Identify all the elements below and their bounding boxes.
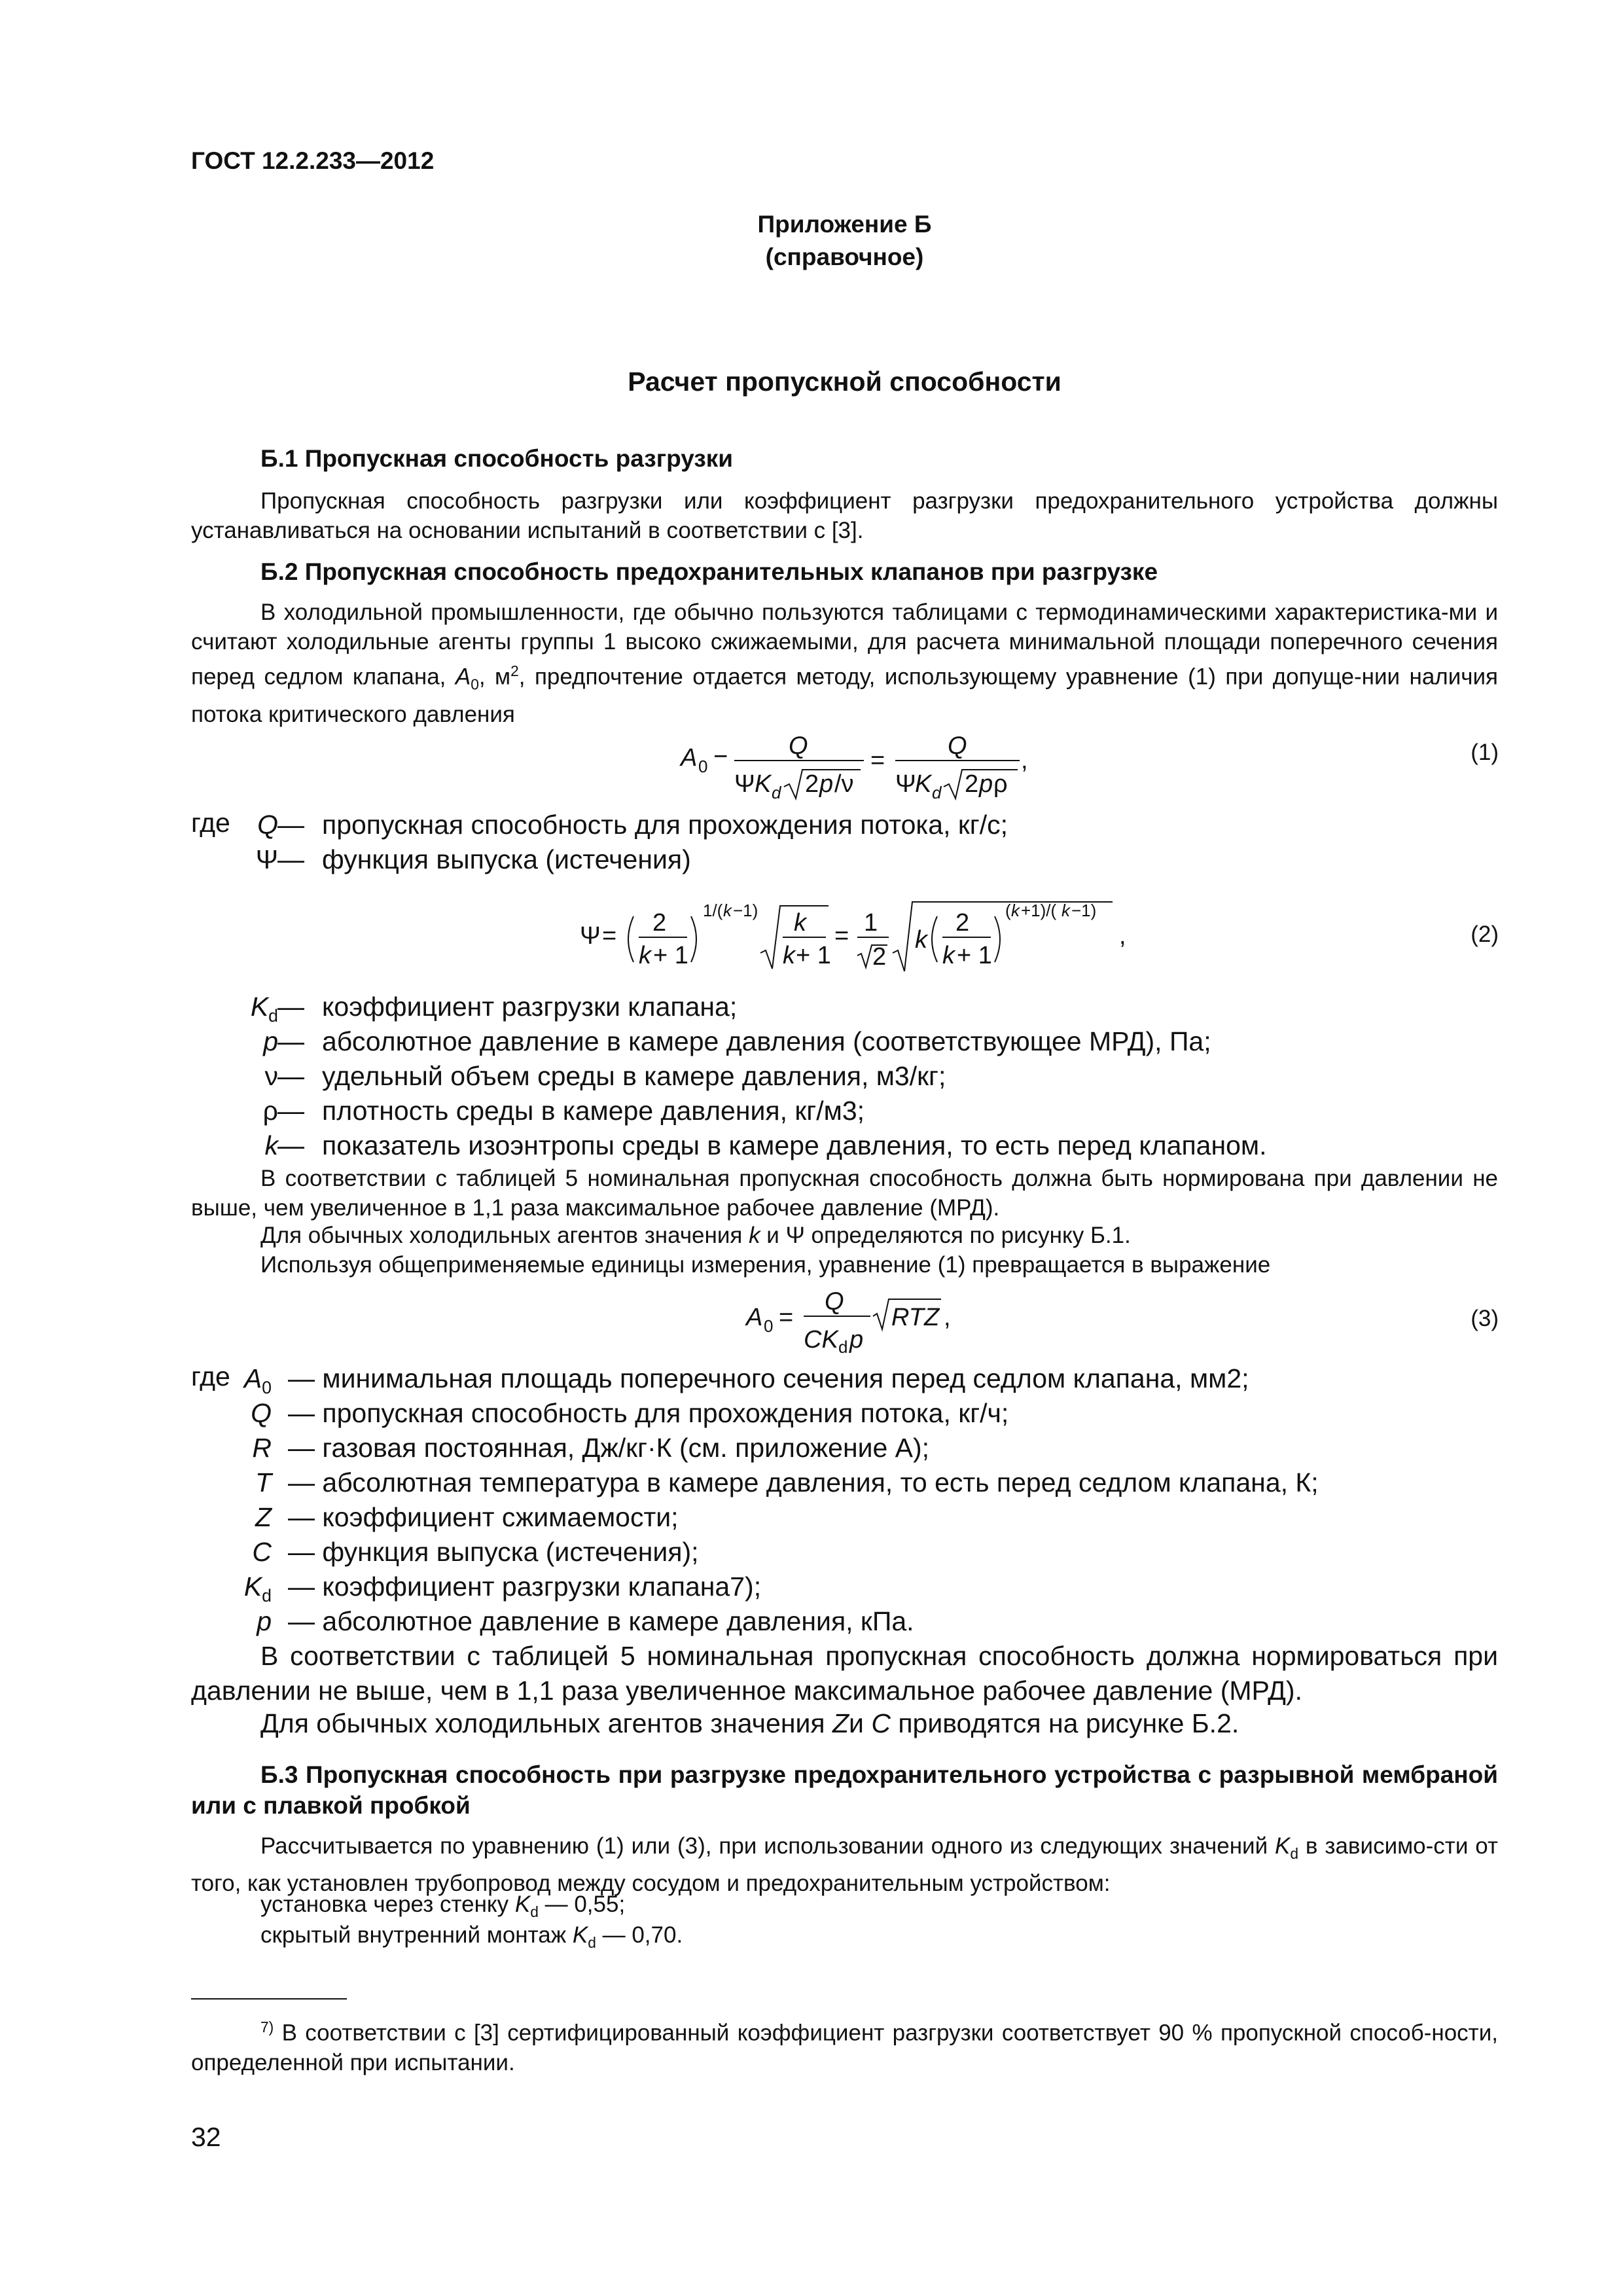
def-dash: — — [277, 1061, 304, 1091]
def-dash: — — [277, 810, 304, 840]
svg-text:−1): −1) — [1071, 901, 1097, 920]
equation-3 — [740, 1280, 988, 1358]
svg-text:0: 0 — [698, 757, 708, 776]
section-b1-text: Пропускная способность разгрузки или коэффициент разгрузки предохранительного устройства должны устанавливаться на основании испытаний в соответствии с [3]. — [191, 488, 1498, 543]
def-text-nu: удельный объем среды в камере давления, м3/кг; — [322, 1061, 946, 1091]
svg-text:+1)/(: +1)/( — [1021, 901, 1057, 920]
def-dash: — — [277, 992, 304, 1022]
svg-text:−1): −1) — [733, 901, 758, 920]
svg-text:=: = — [870, 747, 885, 774]
svg-text:=: = — [779, 1304, 794, 1331]
svg-text:Ψ: Ψ — [734, 770, 755, 798]
page-number: 32 — [191, 2122, 221, 2152]
svg-text:=: = — [602, 922, 617, 950]
def-sym-C: C — [252, 1537, 272, 1567]
appendix-heading — [191, 208, 1498, 274]
appendix-status: (справочное) — [765, 243, 924, 270]
def-sym-k: k — [264, 1130, 278, 1160]
def-line-R: — газовая постоянная, Дж/кг·К (см. приложение А); — [288, 1433, 930, 1463]
def-sym-A0: $A_0$ — [243, 1363, 272, 1398]
def-line-A0: — минимальная площадь поперечного сечения перед седлом клапана, мм2; — [288, 1363, 1249, 1393]
svg-text:(: ( — [1005, 901, 1011, 920]
def-dash: — — [277, 1096, 304, 1126]
def-text-k: показатель изоэнтропы среды в камере давления, то есть перед клапаном. — [322, 1130, 1267, 1160]
equation-2 — [576, 890, 1132, 982]
svg-text:+ 1: + 1 — [796, 942, 831, 969]
section-b3-heading: Б.3 Пропускная способность при разгрузке предохранительного устройства с разрывной мембраной или с плавкой пробкой — [191, 1761, 1498, 1819]
section-b1-heading: Б.1 Пропускная способность разгрузки — [260, 445, 733, 472]
svg-text:−: − — [713, 743, 728, 770]
svg-text:0: 0 — [764, 1316, 774, 1336]
equation-1 — [674, 726, 1041, 805]
svg-text:=: = — [834, 922, 849, 950]
note-rated-capacity: В соответствии с таблицей 5 номинальная пропускная способность должна быть нормирована при давлении не выше, чем увеличенное в 1,1 раза максимальное рабочее давление (МРД). — [191, 1166, 1498, 1221]
svg-text:k: k — [915, 926, 927, 954]
svg-text:/ν: /ν — [834, 770, 854, 798]
section-b2-intro: В холодильной промышленности, где обычно пользуются таблицами с термодинамическими характеристика-ми и считают холодильные агенты группы 1 высоко сжижаемыми, для расчета минимальной площади поперечного сечения перед седлом клапана, $A_0$, $м^2$, предпочтение отдается методу, использующему уравнение (1) при допуще-нии наличия потока критического давления — [191, 600, 1498, 727]
svg-text:A: A — [746, 1304, 763, 1331]
svg-text:Q: Q — [948, 732, 967, 760]
footnote-marker: 7) — [260, 2018, 274, 2036]
svg-text:p: p — [819, 770, 834, 798]
appendix-label: Приложение Б — [757, 211, 932, 238]
section-b3-text: Рассчитывается по уравнению (1) или (3), при использовании одного из следующих значений $K_d$ в зависимо-сти от того, как установлен трубопровод между сосудом и предохранительным устройством: — [191, 1833, 1498, 1896]
def-line-T: — абсолютная температура в камере давления, то есть перед седлом клапана, К; — [288, 1467, 1319, 1498]
note-k-psi: Для обычных холодильных агентов значения k и Ψ определяются по рисунку Б.1. — [260, 1223, 1131, 1248]
svg-text:d: d — [772, 783, 781, 802]
svg-text:A: A — [681, 744, 698, 772]
page-title: Расчет пропускной способности — [628, 367, 1061, 397]
svg-text:p: p — [979, 770, 993, 798]
svg-text:,: , — [1021, 747, 1028, 774]
def-sym-Q: Q — [251, 1398, 272, 1428]
svg-text:Q: Q — [825, 1288, 844, 1316]
def-text-psi: функция выпуска (истечения) — [322, 844, 691, 874]
def-sym-Z: Z — [255, 1502, 272, 1532]
svg-text:,: , — [944, 1304, 951, 1331]
equation-1-number: (1) — [1471, 740, 1499, 765]
def-sym-p: p — [263, 1026, 278, 1056]
svg-text:k: k — [723, 901, 732, 920]
svg-text:2: 2 — [652, 909, 667, 937]
def-text-Kd: коэффициент разгрузки клапана; — [322, 992, 738, 1022]
def-dash: — — [277, 844, 304, 874]
svg-text:k: k — [794, 909, 806, 937]
svg-text:k: k — [942, 942, 955, 969]
kd-wall-installation: установка через стенку $K_d$ — 0,55; — [260, 1892, 626, 1920]
def-line-Q: — пропускная способность для прохождения потока, кг/ч; — [288, 1398, 1009, 1428]
svg-text:ρ: ρ — [993, 770, 1008, 798]
svg-text:d: d — [838, 1337, 848, 1357]
def-line-C: — функция выпуска (истечения); — [288, 1537, 699, 1567]
svg-text:2: 2 — [872, 943, 887, 971]
def-sym-R: R — [252, 1433, 272, 1463]
where-label: где — [191, 808, 230, 838]
def-sym-p: p — [257, 1606, 272, 1636]
svg-text:2: 2 — [955, 909, 970, 937]
note-z-c: Для обычных холодильных агентов значения Zи C приводятся на рисунке Б.2. — [260, 1708, 1240, 1738]
svg-text:,: , — [1119, 922, 1126, 950]
svg-text:+ 1: + 1 — [957, 942, 992, 969]
def-sym-T: T — [255, 1467, 272, 1498]
def-line-Kd: — коэффициент разгрузки клапана7); — [288, 1571, 762, 1602]
svg-text:1: 1 — [864, 909, 878, 937]
def-text-rho: плотность среды в камере давления, кг/м3; — [322, 1096, 865, 1126]
footnote-separator — [191, 1998, 347, 2000]
def-sym-nu: ν — [264, 1061, 278, 1091]
svg-text:K: K — [755, 770, 772, 798]
note-rated-capacity-2: В соответствии с таблицей 5 номинальная пропускная способность должна нормироваться при давлении не выше, чем в 1,1 раза увеличенное максимальное рабочее давление (МРД). — [191, 1641, 1498, 1706]
def-sym-Kd: $K_d$ — [243, 1571, 272, 1606]
svg-text:Ψ: Ψ — [895, 770, 916, 798]
where-label: где — [191, 1361, 230, 1391]
def-dash: — — [277, 1026, 304, 1056]
svg-text:Ψ: Ψ — [580, 922, 601, 950]
svg-text:K: K — [915, 770, 932, 798]
svg-text:k: k — [783, 942, 795, 969]
svg-text:Q: Q — [789, 732, 808, 760]
def-sym-rho: ρ — [262, 1096, 278, 1126]
def-sym-psi: Ψ — [255, 844, 278, 874]
svg-text:+ 1: + 1 — [653, 942, 688, 969]
svg-text:CK: CK — [804, 1326, 838, 1354]
svg-text:2: 2 — [965, 770, 979, 798]
svg-text:p: p — [849, 1326, 864, 1354]
svg-text:RTZ: RTZ — [891, 1304, 940, 1331]
svg-text:2: 2 — [805, 770, 819, 798]
equation-3-number: (3) — [1471, 1306, 1499, 1331]
def-sym-Q: Q — [257, 810, 278, 840]
note-units: Используя общеприменяемые единицы измерения, уравнение (1) превращается в выражение — [260, 1252, 1271, 1278]
svg-text:d: d — [932, 783, 942, 802]
def-line-Z: — коэффициент сжимаемости; — [288, 1502, 679, 1532]
def-text-Q: пропускная способность для прохождения потока, кг/с; — [322, 810, 1008, 840]
def-text-p: абсолютное давление в камере давления (соответствующее МРД), Па; — [322, 1026, 1211, 1056]
equation-2-number: (2) — [1471, 922, 1499, 947]
def-sym-Kd: $K_d$ — [250, 992, 278, 1026]
kd-internal-mount: скрытый внутренний монтаж $K_d$ — 0,70. — [260, 1922, 683, 1951]
def-dash: — — [277, 1130, 304, 1160]
standard-id: ГОСТ 12.2.233—2012 — [191, 147, 435, 174]
def-line-p: — абсолютное давление в камере давления, кПа. — [288, 1606, 914, 1636]
footnote: $^{7)}$ В соответствии с [3] сертифицированный коэффициент разгрузки соответствует 90 % пропускной способ-ности, определенной при испытании. — [191, 2018, 1498, 2075]
svg-text:k: k — [639, 942, 651, 969]
svg-text:k: k — [1061, 901, 1070, 920]
section-b2-heading: Б.2 Пропускная способность предохранительных клапанов при разгрузке — [260, 558, 1158, 585]
svg-text:k: k — [1011, 901, 1020, 920]
svg-text:1/(: 1/( — [703, 901, 723, 920]
